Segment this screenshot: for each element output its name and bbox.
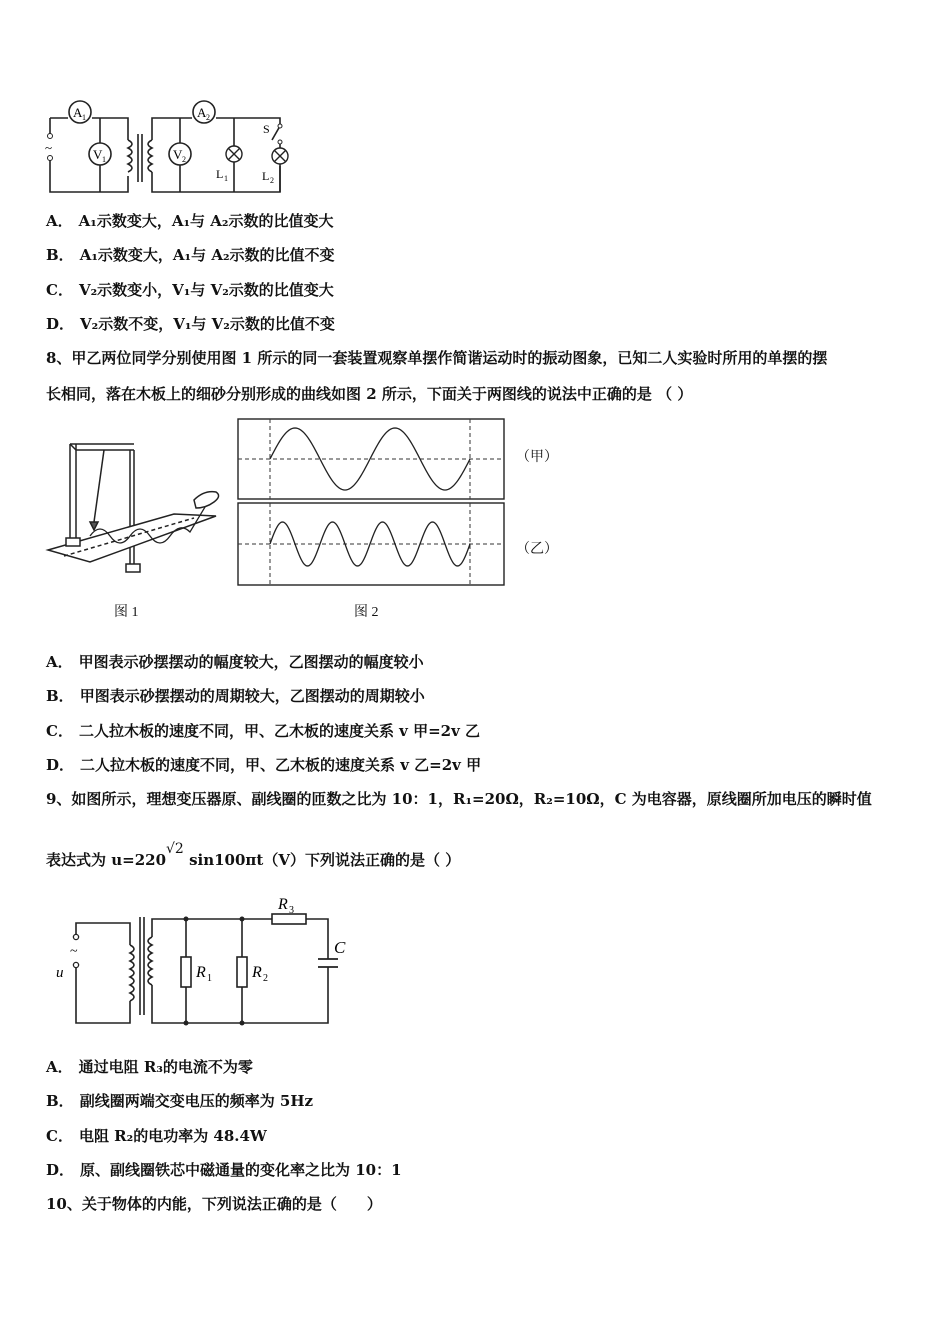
- r2-label: R: [252, 964, 262, 981]
- svg-text:2: 2: [206, 113, 210, 122]
- svg-text:2: 2: [263, 973, 268, 984]
- capacitor-c-label: C: [334, 938, 346, 957]
- q9-stem-line2: 表达式为 u=220√2 sin100πt（V）下列说法正确的是（ ）: [46, 841, 461, 869]
- lamp-l2-label: L: [262, 169, 270, 183]
- wave-curve-jia: [270, 428, 470, 490]
- svg-text:3: 3: [289, 905, 294, 916]
- voltmeter-v2: [169, 143, 191, 165]
- q7-option-c[interactable]: C． V₂示数变小，V₁与 V₂示数的比值变大: [46, 281, 334, 299]
- q7-option-a[interactable]: A． A₁示数变大，A₁与 A₂示数的比值变大: [46, 212, 334, 230]
- q9-u-label: u: [56, 965, 64, 981]
- q9-ac-symbol: ~: [70, 944, 78, 959]
- svg-text:2: 2: [270, 176, 274, 185]
- q7-circuit-figure: [40, 96, 300, 200]
- r1-label: R: [196, 964, 206, 981]
- voltmeter-v1: [89, 143, 111, 165]
- q8-stem-line2: 长相同，落在木板上的细砂分别形成的曲线如图 2 所示，下面关于两图线的说法中正确的是 （ ）: [46, 385, 693, 403]
- q8-figure1-pendulum: [44, 438, 234, 578]
- svg-text:A: A: [73, 105, 83, 120]
- lamp-l1: [226, 146, 242, 162]
- q9-option-a[interactable]: A． 通过电阻 R₃的电流不为零: [46, 1058, 253, 1076]
- svg-text:A: A: [197, 105, 207, 120]
- q7-option-b[interactable]: B． A₁示数变大，A₁与 A₂示数的比值不变: [46, 246, 335, 264]
- q7-ac-symbol: ~: [45, 140, 53, 155]
- q9-option-b[interactable]: B． 副线圈两端交变电压的频率为 5Hz: [46, 1092, 314, 1110]
- svg-text:V: V: [93, 147, 103, 162]
- svg-text:1: 1: [82, 113, 86, 122]
- ammeter-a2: [193, 101, 215, 123]
- resistor-r1: [181, 957, 191, 987]
- q8-option-c[interactable]: C． 二人拉木板的速度不同，甲、乙木板的速度关系 v 甲=2v 乙: [46, 722, 481, 740]
- q9-option-c[interactable]: C． 电阻 R₂的电功率为 48.4W: [46, 1127, 267, 1145]
- svg-text:2: 2: [182, 155, 186, 164]
- q8-fig2-caption: 图 2: [354, 605, 379, 620]
- sqrt-two: √2: [166, 841, 184, 857]
- q8-label-jia: （甲）: [516, 450, 558, 465]
- resistor-r2: [237, 957, 247, 987]
- r3-label: R: [278, 896, 288, 913]
- switch-s-label: S: [263, 122, 270, 136]
- lamp-l2: [272, 148, 288, 164]
- q8-option-a[interactable]: A． 甲图表示砂摆摆动的幅度较大，乙图摆动的幅度较小: [46, 653, 424, 671]
- q9-option-d[interactable]: D． 原、副线圈铁芯中磁通量的变化率之比为 10：1: [46, 1161, 402, 1179]
- svg-text:1: 1: [224, 174, 228, 183]
- q10-stem: 10、关于物体的内能，下列说法正确的是（ ）: [46, 1195, 382, 1213]
- q7-option-d[interactable]: D． V₂示数不变，V₁与 V₂示数的比值不变: [46, 315, 335, 333]
- q9-circuit-figure: [50, 893, 360, 1033]
- wave-curve-yi: [270, 522, 470, 566]
- q9-stem-line1: 9、如图所示，理想变压器原、副线圈的匝数之比为 10：1，R₁=20Ω，R₂=10Ω，C 为电容器，原线圈所加电压的瞬时值: [46, 790, 872, 808]
- q8-option-d[interactable]: D． 二人拉木板的速度不同，甲、乙木板的速度关系 v 乙=2v 甲: [46, 756, 482, 774]
- svg-text:V: V: [173, 147, 183, 162]
- q8-stem-line1: 8、甲乙两位同学分别使用图 1 所示的同一套装置观察单摆作简谐运动时的振动图象，已知二人实验时所用的单摆的摆: [46, 349, 828, 367]
- svg-text:1: 1: [102, 155, 106, 164]
- q8-label-yi: （乙）: [516, 542, 558, 557]
- q8-figure2-waves: [236, 418, 506, 588]
- svg-text:1: 1: [207, 973, 212, 984]
- q8-option-b[interactable]: B． 甲图表示砂摆摆动的周期较大，乙图摆动的周期较小: [46, 687, 425, 705]
- q8-fig1-caption: 图 1: [114, 605, 139, 620]
- lamp-l1-label: L: [216, 167, 224, 181]
- ammeter-a1: [69, 101, 91, 123]
